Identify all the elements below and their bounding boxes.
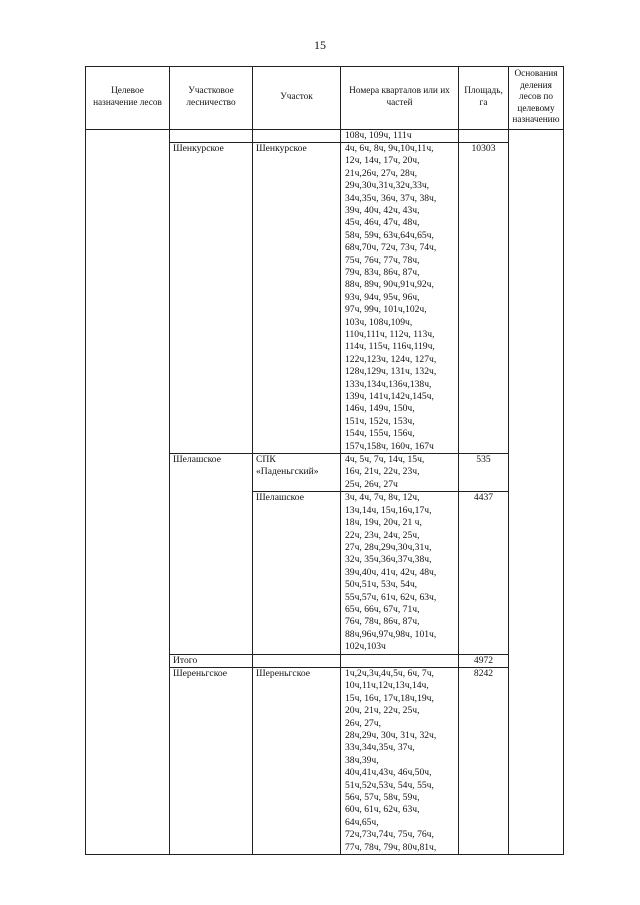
quarters-cell: 4ч, 6ч, 8ч, 9ч,10ч,11ч, 12ч, 14ч, 17ч, 20ч, 21ч,26ч, 27ч, 28ч, 29ч,30ч,31ч,32ч,33ч, 34ч,35ч, 36ч, 37ч, 38ч, 39ч, 40ч, 42ч, 43ч, 45ч, 46ч, 47ч, 48ч, 58ч, 59ч, 63ч,64ч,65ч, 68ч,70ч, 72ч, 73ч, 74ч, 75ч, 76ч, 77ч, 78ч, 79ч, 83ч, 86ч, 87ч, 88ч, 89ч, 90ч,91ч,92ч, 93ч, 94ч, 95ч, 96ч, 97ч, 99ч, 101ч,102ч, 103ч, 108ч,109ч, 110ч,111ч, 112ч, 113ч, 114ч, 115ч, 116ч,119ч, 122ч,123ч, 124ч, 127ч, 128ч,129ч, 131ч, 132ч, 133ч,134ч,136ч,138ч, 139ч, 141ч,142ч,145ч, 146ч, 149ч, 150ч, 151ч, 152ч, 153ч, 154ч, 155ч, 156ч, 157ч,158ч, 160ч, 167ч [341, 142, 459, 453]
plot-cell [253, 129, 341, 142]
area-cell: 4437 [459, 492, 509, 654]
total-area-cell: 4972 [459, 654, 509, 667]
forestry-cell: Шереньгское [170, 667, 253, 854]
area-cell: 535 [459, 454, 509, 492]
plot-cell: СПК «Паденьгский» [253, 454, 341, 492]
basis-cell [509, 129, 564, 855]
header-row [86, 67, 564, 130]
quarters-cell: 1ч,2ч,3ч,4ч,5ч, 6ч, 7ч, 10ч,11ч,12ч,13ч,14ч, 15ч, 16ч, 17ч,18ч,19ч, 20ч, 21ч, 22ч, 25ч, 26ч, 27ч, 28ч,29ч, 30ч, 31ч, 32ч, 33ч,34ч,35ч, 37ч, 38ч,39ч, 40ч,41ч,43ч, 46ч,50ч, 51ч,52ч,53ч, 54ч, 55ч, 56ч, 57ч, 58ч, 59ч, 60ч, 61ч, 62ч, 63ч, 64ч,65ч, 72ч,73ч,74ч, 75ч, 76ч, 77ч, 78ч, 79ч, 80ч,81ч, [341, 667, 459, 854]
table-row [86, 129, 564, 142]
header-area: Площадь, га [459, 67, 509, 130]
quarters-cell: 3ч, 4ч, 7ч, 8ч, 12ч, 13ч,14ч, 15ч,16ч,17ч, 18ч, 19ч, 20ч, 21 ч, 22ч, 23ч, 24ч, 25ч, 27ч, 28ч,29ч,30ч,31ч, 32ч, 35ч,36ч,37ч,38ч, 39ч,40ч, 41ч, 42ч, 48ч, 50ч,51ч, 53ч, 54ч, 55ч,57ч, 61ч, 62ч, 63ч, 65ч, 66ч, 67ч, 71ч, 76ч, 78ч, 86ч, 87ч, 88ч,96ч,97ч,98ч, 101ч, 102ч,103ч [341, 492, 459, 654]
area-cell [459, 129, 509, 142]
header-quarters: Номера кварталов или их частей [341, 67, 459, 130]
page-number: 15 [314, 38, 326, 52]
area-cell: 8242 [459, 667, 509, 854]
plot-cell [253, 654, 341, 667]
header-forestry: Участковое лесничество [170, 67, 253, 130]
purpose-cell [86, 129, 170, 855]
quarters-cell: 4ч, 5ч, 7ч, 14ч, 15ч, 16ч, 21ч, 22ч, 23ч, 25ч, 26ч, 27ч [341, 454, 459, 492]
quarters-cell [341, 654, 459, 667]
plot-cell: Шелашское [253, 492, 341, 654]
quarters-cell: 108ч, 109ч, 111ч [341, 129, 459, 142]
area-cell: 10303 [459, 142, 509, 453]
forestry-cell: Шелашское [170, 454, 253, 655]
forestry-cell: Шенкурское [170, 142, 253, 453]
header-plot: Участок [253, 67, 341, 130]
forest-purpose-table [85, 66, 564, 855]
total-label-cell: Итого [170, 654, 253, 667]
header-basis: Основания деления лесов по целевому назначению [509, 67, 564, 130]
plot-cell: Шереньгское [253, 667, 341, 854]
header-purpose: Целевое назначение лесов [86, 67, 170, 130]
plot-cell: Шенкурское [253, 142, 341, 453]
forestry-cell [170, 129, 253, 142]
